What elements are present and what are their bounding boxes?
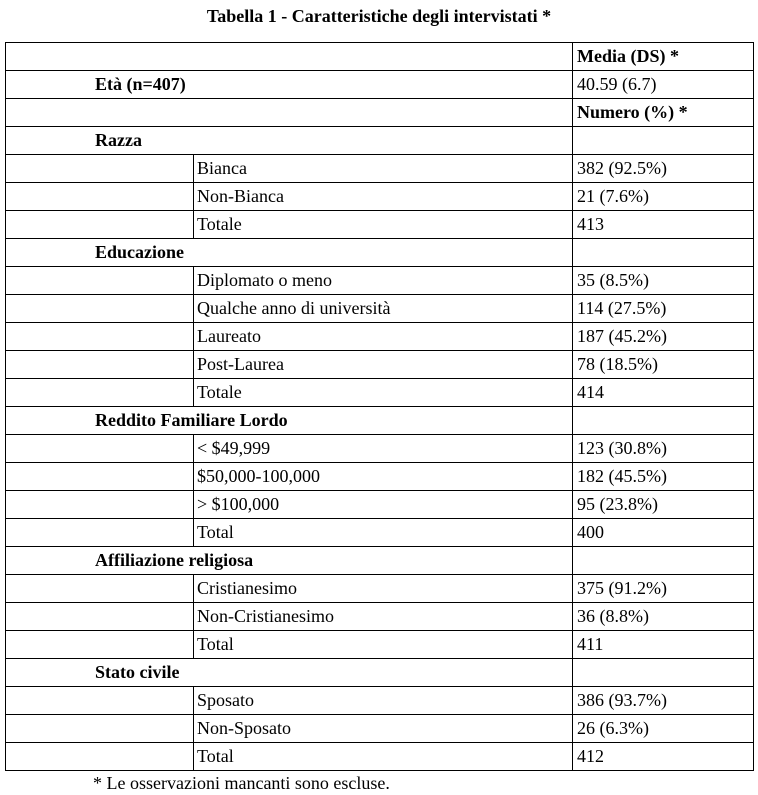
characteristics-table bbox=[5, 42, 754, 771]
table-row bbox=[6, 323, 754, 351]
row-value: 414 bbox=[573, 379, 754, 407]
row-value: 413 bbox=[573, 211, 754, 239]
table-row bbox=[6, 295, 754, 323]
section-label: Razza bbox=[6, 127, 573, 155]
row-label: Non-Sposato bbox=[197, 718, 291, 738]
table-row bbox=[6, 603, 754, 631]
table-row bbox=[6, 687, 754, 715]
table-row bbox=[6, 519, 754, 547]
row-value: 400 bbox=[573, 519, 754, 547]
row-value: 78 (18.5%) bbox=[573, 351, 754, 379]
row-value: 375 (91.2%) bbox=[573, 575, 754, 603]
row-value: 182 (45.5%) bbox=[573, 463, 754, 491]
mean-header: Media (DS) * bbox=[573, 43, 754, 71]
row-label: > $100,000 bbox=[197, 494, 280, 514]
row-label: Laureato bbox=[197, 326, 261, 346]
section-row bbox=[6, 407, 754, 435]
row-label: Non-Cristianesimo bbox=[197, 606, 334, 626]
row-value: 411 bbox=[573, 631, 754, 659]
row-label: Sposato bbox=[197, 690, 255, 710]
row-label: Post-Laurea bbox=[197, 354, 284, 374]
row-value: 35 (8.5%) bbox=[573, 267, 754, 295]
age-row bbox=[6, 71, 754, 99]
row-value: 26 (6.3%) bbox=[573, 715, 754, 743]
row-value: 123 (30.8%) bbox=[573, 435, 754, 463]
row-label: Qualche anno di università bbox=[197, 298, 391, 318]
row-value: 21 (7.6%) bbox=[573, 183, 754, 211]
row-value: 95 (23.8%) bbox=[573, 491, 754, 519]
table-row bbox=[6, 575, 754, 603]
footnote: * Le osservazioni mancanti sono escluse. bbox=[93, 773, 390, 793]
row-label: Total bbox=[197, 522, 234, 542]
section-row bbox=[6, 239, 754, 267]
row-label: Total bbox=[197, 746, 234, 766]
row-label: Diplomato o meno bbox=[197, 270, 332, 290]
table-row bbox=[6, 155, 754, 183]
section-row bbox=[6, 659, 754, 687]
table-row bbox=[6, 491, 754, 519]
age-label: Età (n=407) bbox=[6, 71, 573, 99]
section-row bbox=[6, 127, 754, 155]
row-label: Non-Bianca bbox=[197, 186, 284, 206]
row-value: 36 (8.8%) bbox=[573, 603, 754, 631]
table-row bbox=[6, 463, 754, 491]
header-row-count bbox=[6, 99, 754, 127]
header-row-mean bbox=[6, 43, 754, 71]
table-row bbox=[6, 715, 754, 743]
row-value: 187 (45.2%) bbox=[573, 323, 754, 351]
section-label: Reddito Familiare Lordo bbox=[6, 407, 573, 435]
row-value: 386 (93.7%) bbox=[573, 687, 754, 715]
section-row bbox=[6, 547, 754, 575]
row-label: Bianca bbox=[197, 158, 247, 178]
row-label: Totale bbox=[197, 214, 242, 234]
age-value: 40.59 (6.7) bbox=[573, 71, 754, 99]
table-row bbox=[6, 379, 754, 407]
table-row bbox=[6, 351, 754, 379]
table-row bbox=[6, 631, 754, 659]
row-label: Totale bbox=[197, 382, 242, 402]
table-title: Tabella 1 - Caratteristiche degli intervistati * bbox=[206, 6, 552, 26]
section-label: Educazione bbox=[6, 239, 573, 267]
row-value: 382 (92.5%) bbox=[573, 155, 754, 183]
row-value: 412 bbox=[573, 743, 754, 771]
count-header: Numero (%) * bbox=[573, 99, 754, 127]
row-label: Total bbox=[197, 634, 234, 654]
row-label: $50,000-100,000 bbox=[197, 466, 320, 486]
row-label: Cristianesimo bbox=[197, 578, 297, 598]
table-row bbox=[6, 435, 754, 463]
table-row bbox=[6, 743, 754, 771]
table-row bbox=[6, 183, 754, 211]
row-value: 114 (27.5%) bbox=[573, 295, 754, 323]
section-label: Stato civile bbox=[6, 659, 573, 687]
section-label: Affiliazione religiosa bbox=[6, 547, 573, 575]
row-label: < $49,999 bbox=[197, 438, 271, 458]
table-row bbox=[6, 267, 754, 295]
table-row bbox=[6, 211, 754, 239]
